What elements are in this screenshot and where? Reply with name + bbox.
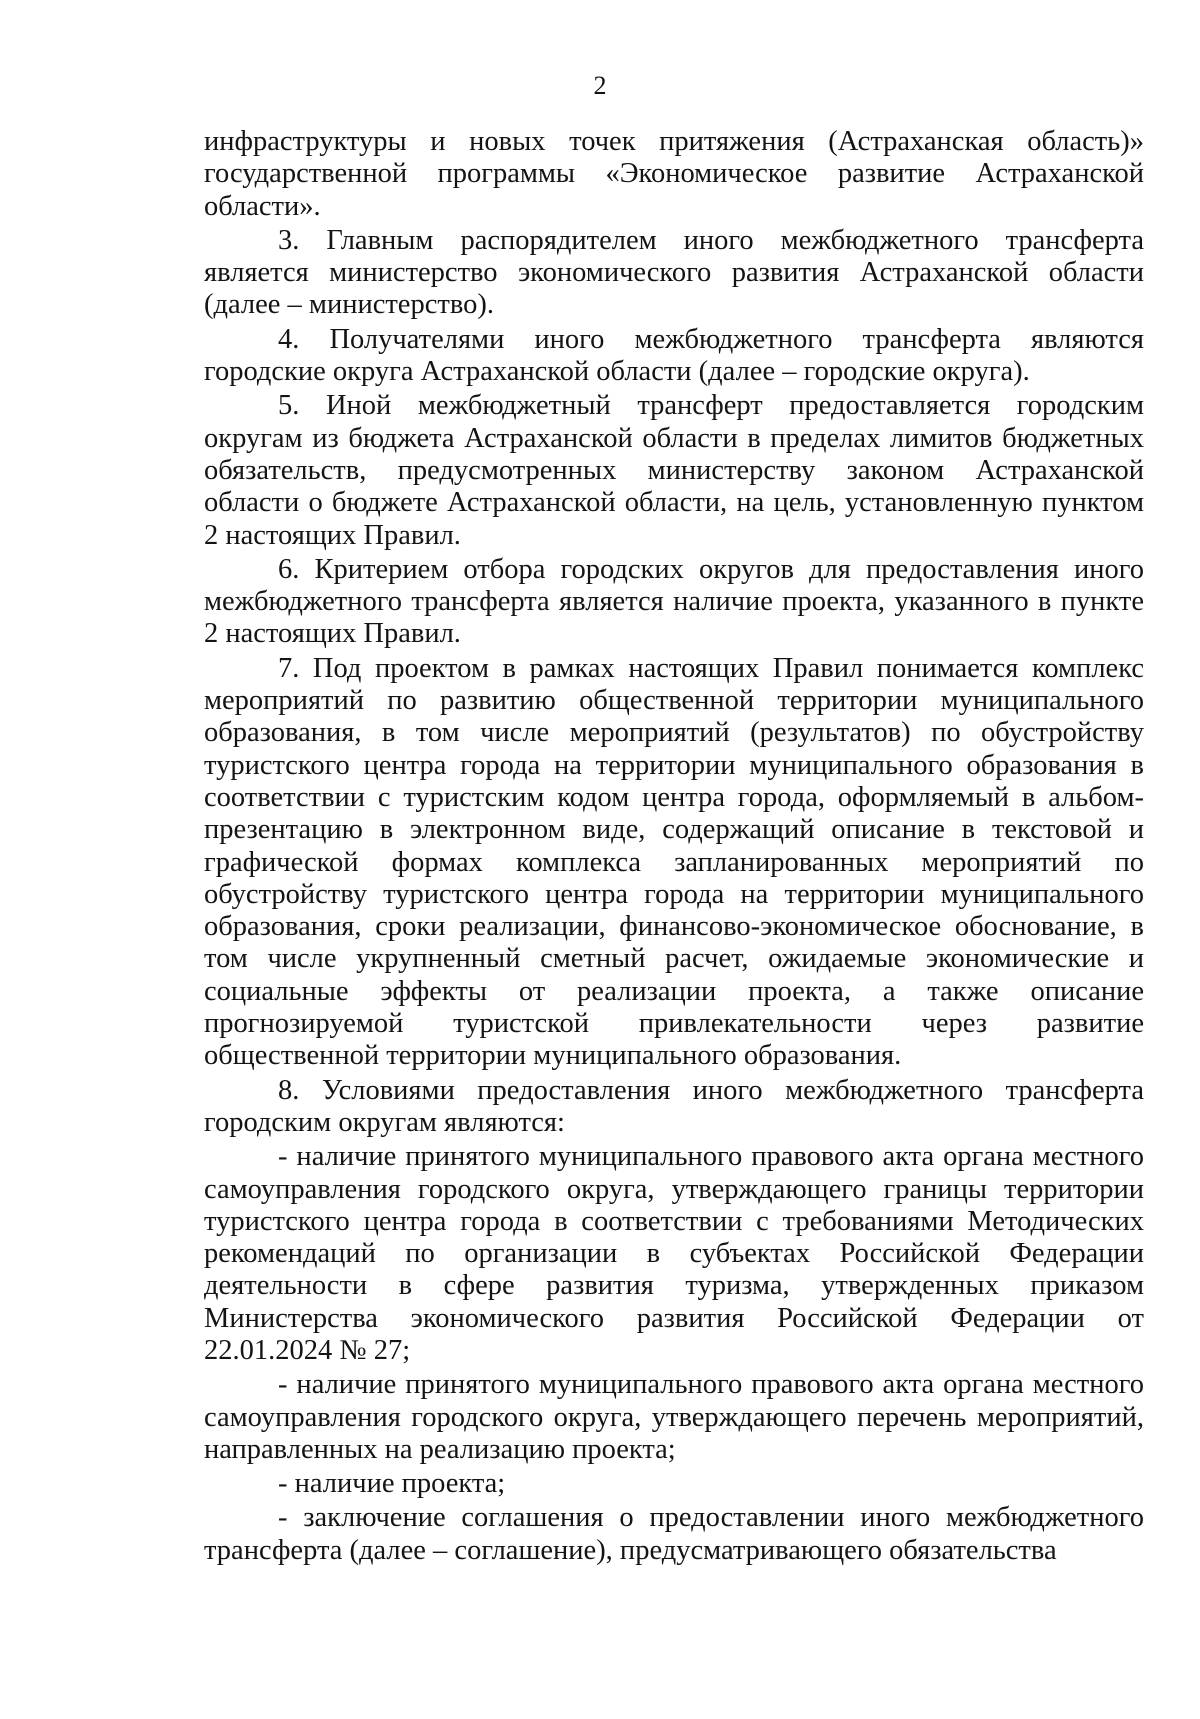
paragraph-continuation: инфраструктуры и новых точек притяжения (Астраханская область)» государственной программы «Экономическое развитие Астраханской области». — [204, 126, 1144, 222]
condition-item-project: - наличие проекта; — [278, 1468, 506, 1500]
page-number: 2 — [593, 71, 607, 100]
paragraph-8-conditions: 8. Условиями предоставления иного межбюджетного трансферта городским округам являются: — [204, 1074, 1144, 1138]
paragraph-3-main-manager: 3. Главным распорядителем иного межбюджетного трансферта является министерство экономического развития Астраханской области (далее – министерство). — [204, 224, 1144, 321]
paragraph-4-recipients: 4. Получателями иного межбюджетного трансферта являются городские округа Астраханской области (далее – городские округа). — [204, 323, 1144, 388]
condition-item-agreement: - заключение соглашения о предоставлении иного межбюджетного трансферта (далее – соглашение), предусматривающего обязательства — [204, 1502, 1144, 1566]
condition-item-measures-act: - наличие принятого муниципального правового акта органа местного самоуправления городского округа, утверждающего перечень мероприятий, направленных на реализацию проекта; — [204, 1369, 1144, 1465]
document-body — [204, 126, 1144, 1569]
paragraph-5-provision: 5. Иной межбюджетный трансферт предоставляется городским округам из бюджета Астраханской области в пределах лимитов бюджетных обязательств, предусмотренных министерству законом Астраханской области о бюджете Астраханской области, на цель, установленную пунктом 2 настоящих Правил. — [204, 390, 1144, 551]
paragraph-7-project-definition: 7. Под проектом в рамках настоящих Правил понимается комплекс мероприятий по развитию общественной территории муниципального образования, в том числе мероприятий (результатов) по обустройству туристского центра города на территории муниципального образования в соответствии с туристским кодом центра города, оформляемый в альбом-презентацию в электронном виде, содержащий описание в текстовой и графической формах комплекса запланированных мероприятий по обустройству туристского центра города на территории муниципального образования, сроки реализации, финансово-экономическое обоснование, в том числе укрупненный сметный расчет, ожидаемые экономические и социальные эффекты от реализации проекта, а также описание прогнозируемой туристской привлекательности через развитие общественной территории муниципального образования. — [204, 652, 1144, 1072]
paragraph-6-criterion: 6. Критерием отбора городских округов для предоставления иного межбюджетного трансферта является наличие проекта, указанного в пункте 2 настоящих Правил. — [204, 553, 1144, 650]
condition-item-boundaries-act: - наличие принятого муниципального правового акта органа местного самоуправления городского округа, утверждающего границы территории туристского центра города в соответствии с требованиями Методических рекомендаций по организации в субъектах Российской Федерации деятельности в сфере развития туризма, утвержденных приказом Министерства экономического развития Российской Федерации от 22.01.2024 № 27; — [204, 1141, 1144, 1366]
